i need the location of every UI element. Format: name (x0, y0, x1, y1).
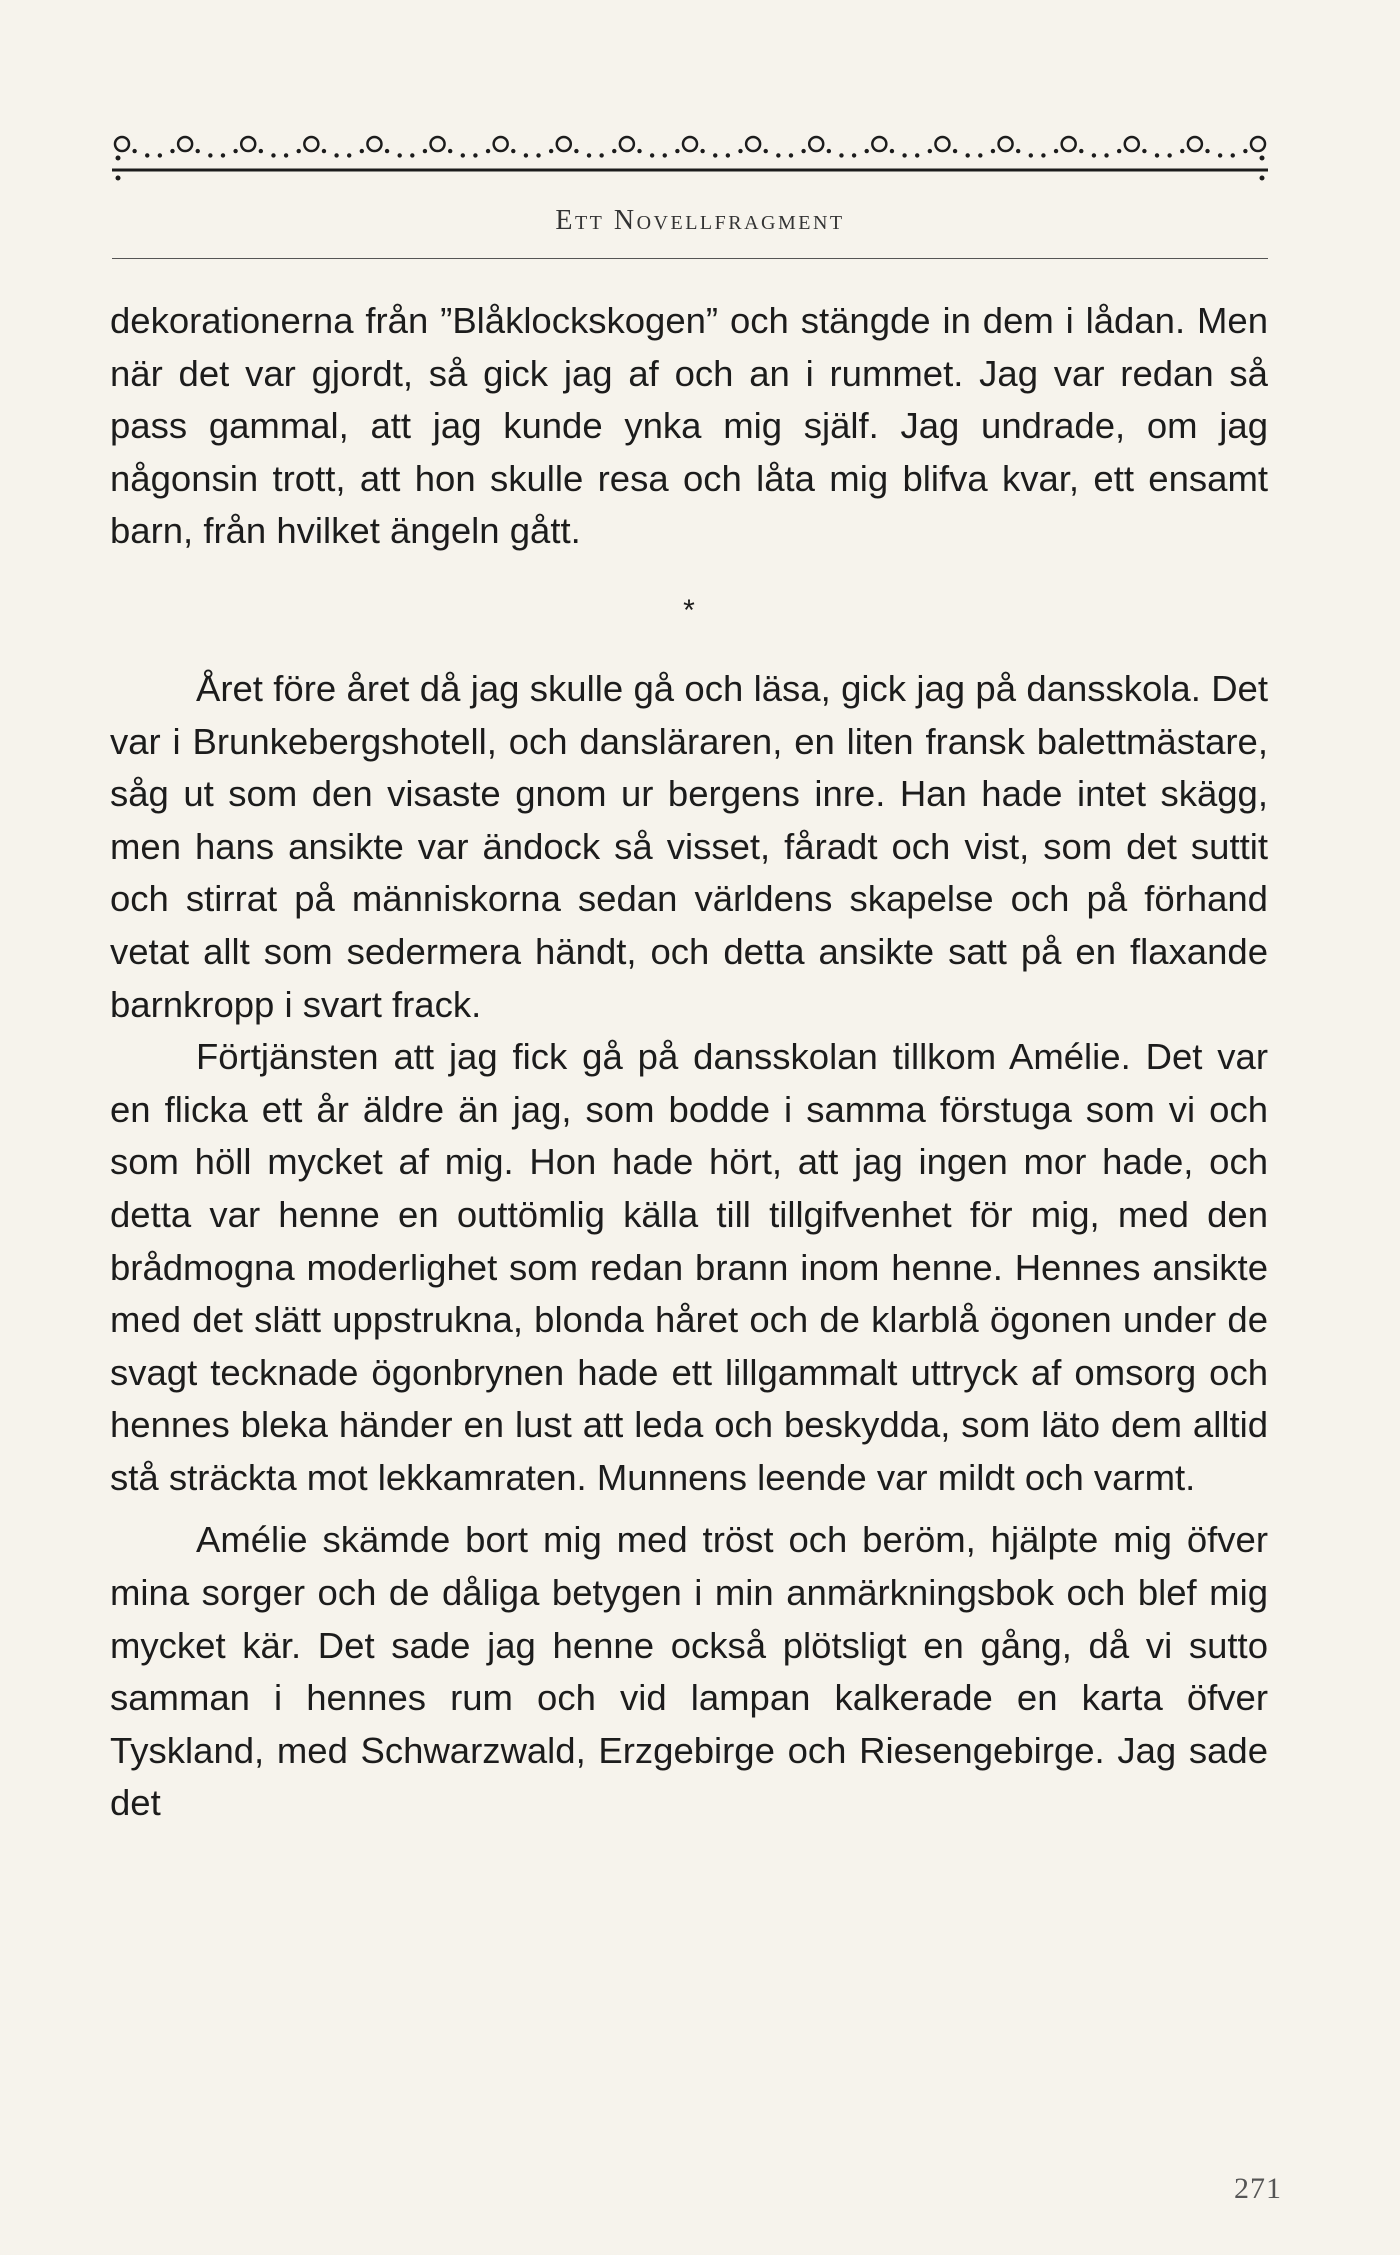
ornament-dot (221, 153, 225, 157)
ornament-dot (978, 153, 982, 157)
page-number: 271 (1234, 2172, 1282, 2205)
ornament-dot (965, 153, 969, 157)
body-text (110, 295, 1268, 1830)
ornament-dot (1092, 153, 1096, 157)
ornament-dot (612, 149, 616, 153)
ornament-dot (776, 153, 780, 157)
ornament-dot (738, 149, 742, 153)
ornament-dot (511, 149, 515, 153)
running-head: Ett Novellfragment (555, 205, 845, 236)
ornament-ring (304, 137, 318, 151)
ornament-dot (865, 149, 869, 153)
section-divider: * (683, 593, 695, 627)
ornament-dot (1079, 149, 1083, 153)
ornament-dot (116, 176, 121, 181)
ornament-dot (259, 149, 263, 153)
ornament-dot (486, 149, 490, 153)
ornament-ring (935, 137, 949, 151)
ornament-ring (494, 137, 508, 151)
ornament-dot (1041, 153, 1045, 157)
ornament-dot (700, 149, 704, 153)
ornament-dot (1155, 153, 1159, 157)
ornament-dot (423, 149, 427, 153)
paragraph-2: Året före året då jag skulle gå och läsa, gick jag på dansskola. Det var i Brunkebergshotell, och dansläraren, en liten fransk balettmästare, såg ut som den visaste gnom ur bergens inre. Han hade intet skägg, men hans ansikte var ändock så visset, fåradt och vist, som det suttit och stirrat på människorna sedan världens skapelse och på förhand vetat allt som sedermera händt, och detta ansikte satt på en flaxande barnkropp i svart frack. (110, 667, 1268, 1025)
ornament-ring (1125, 137, 1139, 151)
ornament-dot (347, 153, 351, 157)
ornament-dot (902, 153, 906, 157)
ornament-dot (1205, 149, 1209, 153)
ornament-ring (809, 137, 823, 151)
ornament-ring (1188, 137, 1202, 151)
ornament-dot (1016, 149, 1020, 153)
ornament-dot (549, 149, 553, 153)
ornament-dot (233, 149, 237, 153)
ornament-ring (367, 137, 381, 151)
ornament-dot (789, 153, 793, 157)
ornament-ring (872, 137, 886, 151)
paragraph-1: dekorationerna från ”Blåklockskogen” och stängde in dem i lådan. Men när det var gjordt, så gick jag af och an i rummet. Jag var redan så pass gammal, att jag kunde ynka mig själf. Jag undrade, om jag någonsin trott, att hon skulle resa och låta mig blifva kvar, ett ensamt barn, från hvilket ängeln gått. (110, 300, 1268, 552)
ornament-ring (683, 137, 697, 151)
ornament-dot (297, 149, 301, 153)
ornament-dot (158, 153, 162, 157)
ornament-dot (208, 153, 212, 157)
ornament-dot (650, 153, 654, 157)
ornament-dot (915, 153, 919, 157)
ornament-ring (999, 137, 1013, 151)
ornament-dot (587, 153, 591, 157)
ornament-dot (1243, 149, 1247, 153)
ornament-dot (713, 153, 717, 157)
ornament-dot (637, 149, 641, 153)
ornament-dot (334, 153, 338, 157)
ornament-dot (1260, 176, 1265, 181)
ornament-dot (675, 149, 679, 153)
header-rule (112, 258, 1268, 259)
ornament-dot (116, 156, 121, 161)
ornament-dot (284, 153, 288, 157)
ornament-dot (852, 153, 856, 157)
ornament-dot (1218, 153, 1222, 157)
ornament-ring (746, 137, 760, 151)
ornament-dot (890, 149, 894, 153)
ornament-dot (599, 153, 603, 157)
ornament-dot (1167, 153, 1171, 157)
ornament-dot (801, 149, 805, 153)
ornament-dot (1231, 153, 1235, 157)
ornament-dot (827, 149, 831, 153)
ornament-dot (385, 149, 389, 153)
ornament-ring (620, 137, 634, 151)
ornament-dot (991, 149, 995, 153)
ornament-dot (953, 149, 957, 153)
ornament-dot (1142, 149, 1146, 153)
ornament-dot (663, 153, 667, 157)
ornament-dot (1104, 153, 1108, 157)
ornament-dot (196, 149, 200, 153)
ornament-dot (764, 149, 768, 153)
ornament-dot (448, 149, 452, 153)
ornament-ring (431, 137, 445, 151)
ornament-ring (1062, 137, 1076, 151)
ornament-dot (1029, 153, 1033, 157)
ornament-dot (536, 153, 540, 157)
ornament-dot (473, 153, 477, 157)
ornament-dot (397, 153, 401, 157)
ornament-dot (1117, 149, 1121, 153)
ornament-ring (241, 137, 255, 151)
ornament-dot (461, 153, 465, 157)
ornament-dot (1260, 156, 1265, 161)
ornament-ring (115, 137, 129, 151)
ornament-dot (574, 149, 578, 153)
paragraph-3: Förtjänsten att jag fick gå på dansskolan tillkom Amélie. Det var en flicka ett år äldre än jag, som bodde i samma förstuga som vi och som höll mycket af mig. Hon hade hört, att jag ingen mor hade, och detta var henne en outtömlig källa till tillgifvenhet för mig, med den brådmogna moderlighet som redan brann inom henne. Hennes ansikte med det slätt uppstrukna, blonda håret och de klarblå ögonen under de svagt tecknade ögonbrynen hade ett lillgammalt uttryck af omsorg och hennes bleka händer en lust att leda och beskydda, som läto dem alltid stå sträckta mot lekkamraten. Munnens leende var mildt och varmt. (110, 1036, 1268, 1498)
ornament-ring (557, 137, 571, 151)
ornament-dot (271, 153, 275, 157)
ornament-dot (524, 153, 528, 157)
header-ornament (112, 118, 1268, 198)
ornament-ring (1251, 137, 1265, 151)
ornament-dot (410, 153, 414, 157)
ornament-dot (170, 149, 174, 153)
ornament-dot (132, 149, 136, 153)
ornament-ring (178, 137, 192, 151)
ornament-dot (928, 149, 932, 153)
ornament-dot (322, 149, 326, 153)
paragraph-4: Amélie skämde bort mig med tröst och beröm, hjälpte mig öfver mina sorger och de dåliga betygen i min anmärkningsbok och blef mig mycket kär. Det sade jag henne också plötsligt en gång, då vi sutto samman i hennes rum och vid lampan kalkerade en karta öfver Tyskland, med Schwarzwald, Erzgebirge och Riesengebirge. Jag sade det (110, 1519, 1268, 1824)
ornament-dot (839, 153, 843, 157)
ornament-dot (1054, 149, 1058, 153)
ornament-dot (726, 153, 730, 157)
ornament-dot (360, 149, 364, 153)
ornament-dot (1180, 149, 1184, 153)
ornament-dot (145, 153, 149, 157)
